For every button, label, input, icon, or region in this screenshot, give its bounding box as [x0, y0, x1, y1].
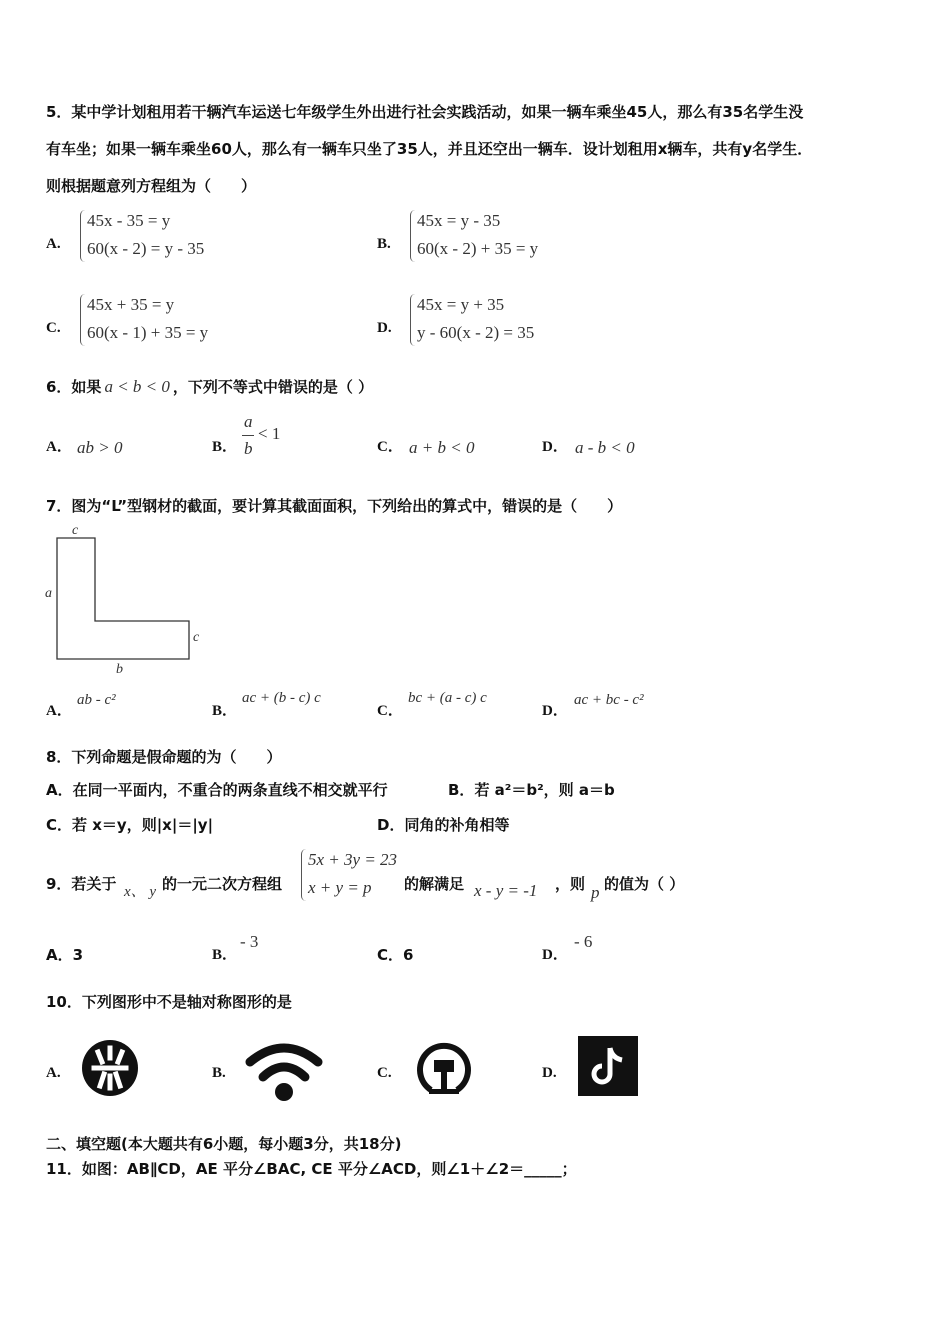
q7-option-d-label: D． [542, 703, 568, 719]
q5-option-c-label: C. [46, 320, 61, 336]
q8-option-d [377, 815, 509, 835]
q5-c-eq1: 45x + 35 = y [87, 295, 175, 314]
q8-stem: 8．下列命题是假命题的为（ ） [46, 748, 282, 766]
q5-option-b-label: B. [377, 236, 391, 252]
brace-icon [80, 294, 85, 346]
q7-d-expr: ac + bc - c² [574, 692, 644, 708]
q9-c-value: 6 [403, 946, 414, 964]
q5-c-eq2: 60(x - 1) + 35 = y [87, 323, 209, 342]
q8-d-text: 同角的补角相等 [404, 816, 510, 834]
q5-b-eq1: 45x = y - 35 [417, 211, 501, 230]
q7-option-b-label: B． [212, 703, 238, 719]
q7-option-a-label: A． [46, 703, 72, 719]
q6-b-rest: < 1 [258, 424, 281, 443]
q9-option-b-label: B． [212, 947, 238, 963]
q9-option-d-label: D． [542, 947, 568, 963]
q9-b-value: - 3 [240, 932, 259, 951]
q9-p: p [591, 883, 600, 902]
q9-c-label: C． [377, 946, 404, 964]
q6-a-expr: ab > 0 [77, 438, 123, 457]
figure-label-top: c [72, 523, 79, 538]
q5-option-d-label: D. [377, 320, 392, 336]
q5-a-eq1: 45x - 35 = y [87, 211, 171, 230]
q9-d-value: - 6 [574, 932, 593, 951]
q9-stem-d: ，则 [555, 875, 586, 893]
figure-label-right: c [193, 630, 200, 645]
q7-a-expr: ab - c² [77, 692, 116, 708]
q9-stem-a: 9．若关于 [46, 875, 117, 893]
brace-icon [410, 210, 415, 262]
q7-stem: 7．图为“L”型钢材的截面，要计算其截面面积，下列给出的算式中，错误的是（ ） [46, 497, 623, 515]
q10-option-d-label: D. [542, 1065, 557, 1081]
q6-condition: a < b < 0 [104, 377, 170, 396]
q8-b-label: B． [448, 781, 475, 799]
q10-stem: 10．下列图形中不是轴对称图形的是 [46, 993, 292, 1011]
q6-stem-b: ，下列不等式中错误的是（ ） [172, 378, 374, 396]
q9-option-c [377, 945, 413, 965]
q8-c-text: 若 x＝y，则|x|＝|y| [72, 816, 214, 834]
q9-a-label: A． [46, 946, 73, 964]
q9-condition: x - y = -1 [474, 881, 538, 900]
q10-option-c-label: C. [377, 1065, 392, 1081]
q5-stem-line1: 5．某中学计划租用若干辆汽车运送七年级学生外出进行社会实践活动，如果一辆车乘坐45人，那么有35名学生没 [46, 103, 804, 121]
q5-stem-line3: 则根据题意列方程组为（ ） [46, 177, 257, 195]
figure-label-left: a [45, 586, 52, 601]
q6-option-d-label: D． [542, 439, 568, 455]
wifi-icon [244, 1040, 324, 1102]
q9-eq1: 5x + 3y = 23 [308, 850, 398, 869]
brace-icon [80, 210, 85, 262]
q6-b-denominator: b [244, 439, 253, 458]
section-2-heading: 二、填空题(本大题共有6小题，每小题3分，共18分) [46, 1135, 402, 1153]
q9-stem-e: 的值为（ ） [604, 875, 685, 893]
q8-option-a [46, 780, 388, 800]
q7-c-expr: bc + (a - c) c [408, 690, 487, 706]
q8-c-label: C． [46, 816, 73, 834]
q5-a-eq2: 60(x - 2) = y - 35 [87, 239, 205, 258]
q7-b-expr: ac + (b - c) c [242, 690, 321, 706]
fraction-bar [242, 435, 254, 436]
q8-option-c [46, 815, 213, 835]
figure-label-bottom: b [116, 662, 123, 677]
q6-stem [46, 377, 373, 397]
q8-option-b [448, 780, 615, 800]
brace-icon [410, 294, 415, 346]
q7-option-c-label: C． [377, 703, 403, 719]
q10-option-b-label: B. [212, 1065, 226, 1081]
q8-d-label: D． [377, 816, 405, 834]
q9-vars: x、 y [124, 884, 157, 900]
q9-eq2: x + y = p [308, 878, 372, 897]
metro-logo-icon [80, 1038, 140, 1098]
q11-stem: 11．如图：AB∥CD，AE 平分∠BAC, CE 平分∠ACD，则∠1＋∠2＝_____； [46, 1160, 577, 1178]
q10-option-a-label: A. [46, 1065, 61, 1081]
q6-option-b-label: B． [212, 439, 238, 455]
q9-stem-b: 的一元二次方程组 [162, 875, 283, 893]
q5-stem-line2: 有车坐；如果一辆车乘坐60人，那么有一辆车只坐了35人，并且还空出一辆车．设计划租用x辆车，共有y名学生． [46, 140, 813, 158]
q8-a-text: 在同一平面内，不重合的两条直线不相交就平行 [72, 781, 388, 799]
q5-option-a-label: A. [46, 236, 61, 252]
q6-stem-a: 6．如果 [46, 378, 102, 396]
q6-d-expr: a - b < 0 [575, 438, 635, 457]
q6-b-numerator: a [244, 412, 253, 431]
q6-option-c-label: C． [377, 439, 403, 455]
q5-b-eq2: 60(x - 2) + 35 = y [417, 239, 539, 258]
q6-c-expr: a + b < 0 [409, 438, 475, 457]
q8-a-label: A． [46, 781, 73, 799]
q5-d-eq1: 45x = y + 35 [417, 295, 505, 314]
railway-logo-icon [413, 1038, 475, 1100]
q6-option-a-label: A． [46, 439, 72, 455]
tiktok-logo-icon [578, 1036, 638, 1096]
q9-option-a [46, 945, 83, 965]
q8-b-text: 若 a²＝b²，则 a＝b [474, 781, 615, 799]
q9-a-value: 3 [72, 946, 84, 964]
q5-d-eq2: y - 60(x - 2) = 35 [417, 323, 535, 342]
q9-stem-c: 的解满足 [404, 875, 465, 893]
l-shape-figure [40, 520, 220, 685]
brace-icon [301, 849, 306, 901]
